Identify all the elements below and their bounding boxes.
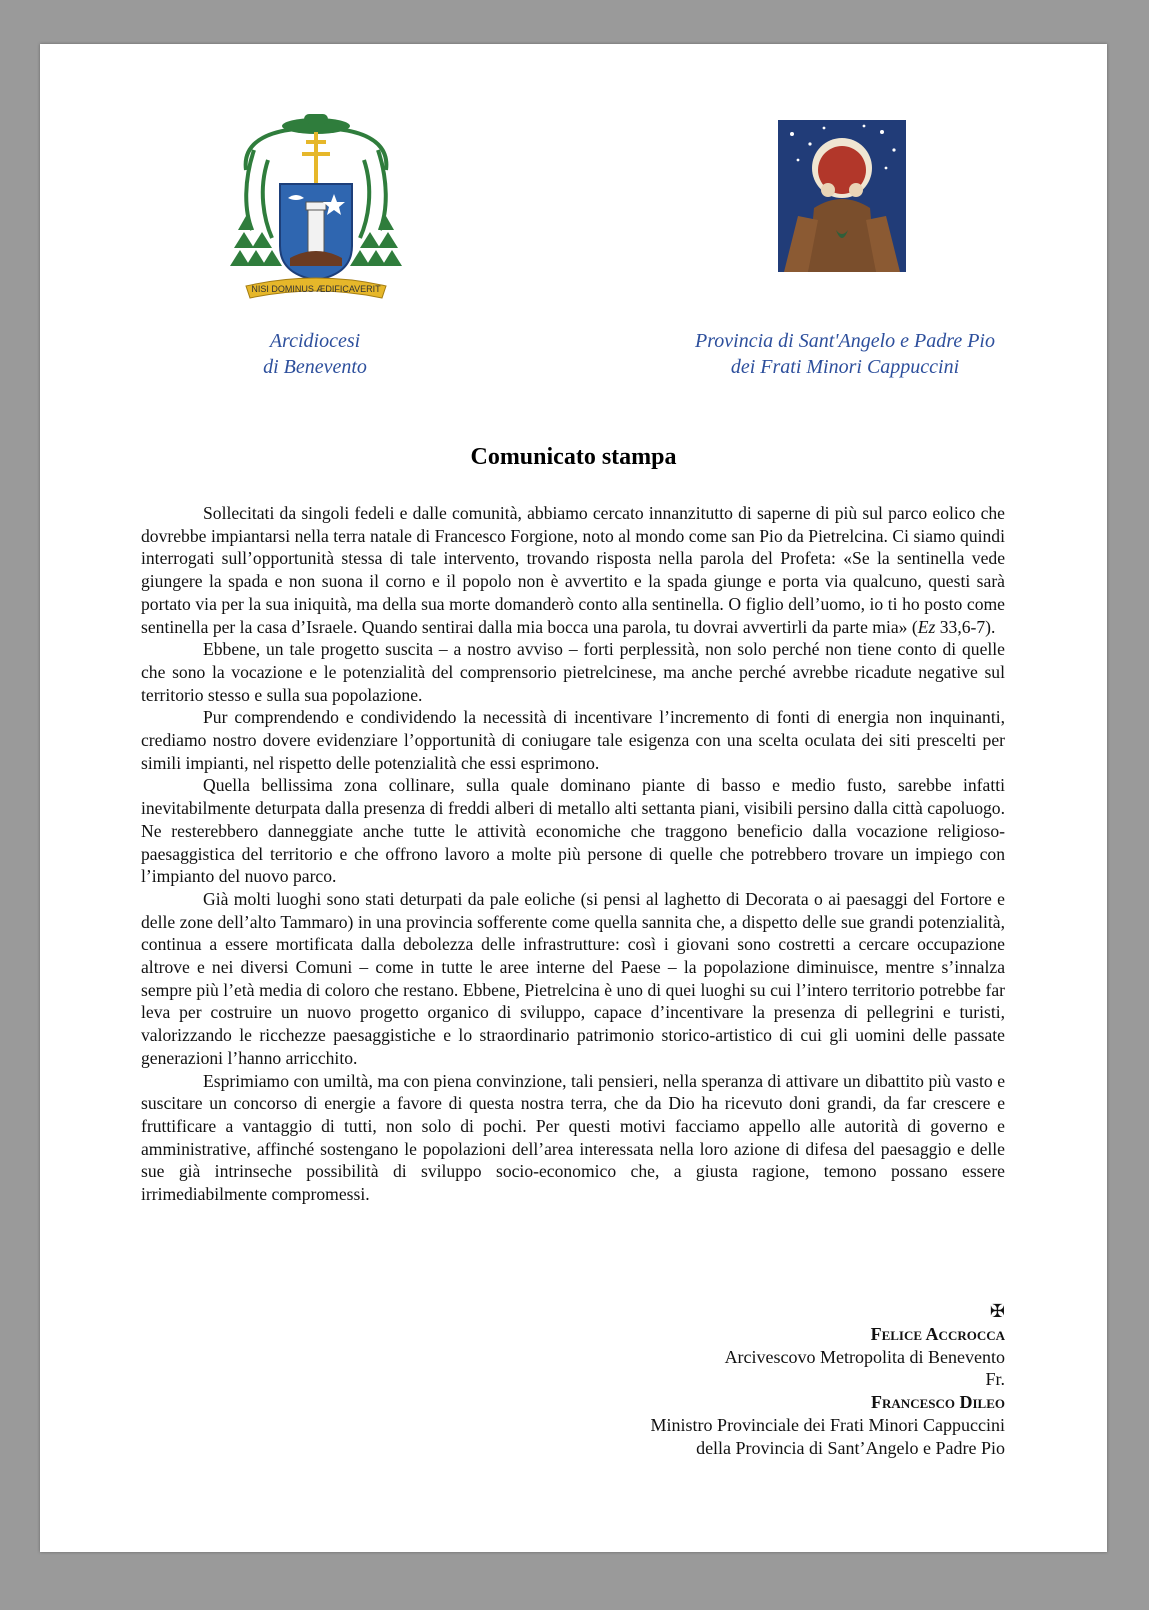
document-page <box>40 44 1107 1552</box>
signature-title: Arcivescovo Metropolita di Benevento <box>724 1347 1005 1367</box>
body-paragraph: Pur comprendendo e condividendo la necessità di incentivare l’incremento di fonti di energia non inquinanti, crediamo nostro dovere evidenziare l’opportunità di coniugare tale esigenza con una scelta oculata dei siti prescelti per simili impianti, nel rispetto delle potenzialità che essi esprimono. <box>141 707 1005 773</box>
province-caption-line: Provincia di Sant'Angelo e Padre Pio <box>695 330 995 352</box>
province-caption <box>650 328 1040 380</box>
signature-name-line <box>725 1300 1005 1346</box>
signature-title: della Provincia di Sant’Angelo e Padre Pio <box>696 1438 1005 1458</box>
scripture-reference: 33,6-7). <box>935 616 996 637</box>
scripture-book: Ez <box>917 616 936 637</box>
signature-prefix: ✠ <box>989 1301 1005 1321</box>
document-title: Comunicato stampa <box>470 444 677 470</box>
crest-motto: NISI DOMINUS ÆDIFICAVERIT <box>251 284 381 294</box>
body-paragraph: Esprimiamo con umiltà, ma con piena convinzione, tali pensieri, nella speranza di attivare un dibattito più vasto e suscitare un concorso di energie a favore di questa nostra terra, che da Dio ha ricevuto doni grandi, da far crescere e fruttificare a vantaggio di tutti, non solo di pochi. Per questi motivi facciamo appello alle autorità di governo e amministrative, affinché sostengano le popolazioni dell’area interessata nella loro azione di difesa del paesaggio e delle sue già intrinseche possibilità di sviluppo socio-economico che, a giusta ragione, temono possano essere irrimediabilmente compromessi. <box>141 1070 1005 1205</box>
province-caption-line: dei Frati Minori Cappuccini <box>730 356 960 378</box>
body-paragraph: Quella bellissima zona collinare, sulla quale dominano piante di basso e medio fusto, sarebbe infatti inevitabilmente deturpata dalla presenza di freddi alberi di metallo alti settanta piani, visibili persino dalla città capoluogo. Ne resterebbero danneggiate anche tutte le attività economiche che traggono beneficio dalla vocazione religioso-paesaggistica del territorio e che offrono lavoro a molte più persone di quelle che potrebbero trovare un impiego con l’impianto del nuovo parco. <box>141 775 1005 887</box>
coat-of-arms-logo <box>224 110 408 306</box>
archdiocese-caption <box>190 328 440 380</box>
body-paragraph-text: Sollecitati da singoli fedeli e dalle comunità, abbiamo cercato innanzitutto di saperne di più sul parco eolico che dovrebbe impiantarsi nella terra natale di Francesco Forgione, noto al mondo come san Pio da Pietrelcina. Ci siamo quindi interrogati sull’opportunità stessa di tale intervento, trovando risposta nella parola del Profeta: «Se la sentinella vede giungere la spada e non suona il corno e il popolo non è avvertito e la spada giunge e porta via qualcuno, questi sarà portato via per la sua iniquità, ma della sua morte domanderò conto alla sentinella. O figlio dell’uomo, io ti ho posto come sentinella per la casa d’Israele. Quando sentirai dalla mia bocca una parola, tu dovrai avvertirli da parte mia» ( <box>141 503 1005 637</box>
archdiocese-caption-line: Arcidiocesi <box>269 330 361 352</box>
body-paragraph: Ebbene, un tale progetto suscita – a nostro avviso – forti perplessità, non solo perché non tiene conto di quelle che sono la vocazione e le potenzialità del comprensorio pietrelcinese, ma anche perché avrebbe ricadute negative sul territorio stesso e sulla sua popolazione. <box>141 639 1005 705</box>
signature-archbishop <box>725 1300 1005 1369</box>
signature-provincial-minister <box>651 1368 1005 1460</box>
body-paragraph <box>141 502 1005 638</box>
signature-name: Felice Accrocca <box>870 1324 1005 1344</box>
body-paragraph: Già molti luoghi sono stati deturpati da pale eoliche (si pensi al laghetto di Decorata o ai paesaggi del Fortore e delle zone dell’alto Tammaro) in una provincia sofferente come quella sannita che, a dispetto delle sue grandi potenzialità, continua a essere mortificata dalla debolezza delle infrastrutture: così i giovani sono costretti a cercare occupazione altrove e nei diversi Comuni – come in tutte le aree interne del Paese – la popolazione diminuisce, mentre s’innalza sempre più l’età media di coloro che restano. Ebbene, Pietrelcina è uno di quei luoghi su cui l’intero territorio potrebbe far leva per costruire un nuovo progetto organico di sviluppo, capace d’incentivare la presenza di pellegrini e turisti, valorizzando le ricchezze paesaggistiche e lo straordinario patrimonio storico-artistico di cui gli uomini delle passate generazioni l’hanno arricchito. <box>141 888 1005 1068</box>
press-release-body <box>141 502 1005 1206</box>
signature-name-line <box>651 1368 1005 1414</box>
padre-pio-icon-painting <box>778 120 906 272</box>
signature-title: Ministro Provinciale dei Frati Minori Cappuccini <box>650 1415 1005 1435</box>
archdiocese-caption-line: di Benevento <box>263 356 367 378</box>
signature-prefix: Fr. <box>985 1369 1005 1389</box>
signature-name: Francesco Dileo <box>871 1392 1005 1412</box>
